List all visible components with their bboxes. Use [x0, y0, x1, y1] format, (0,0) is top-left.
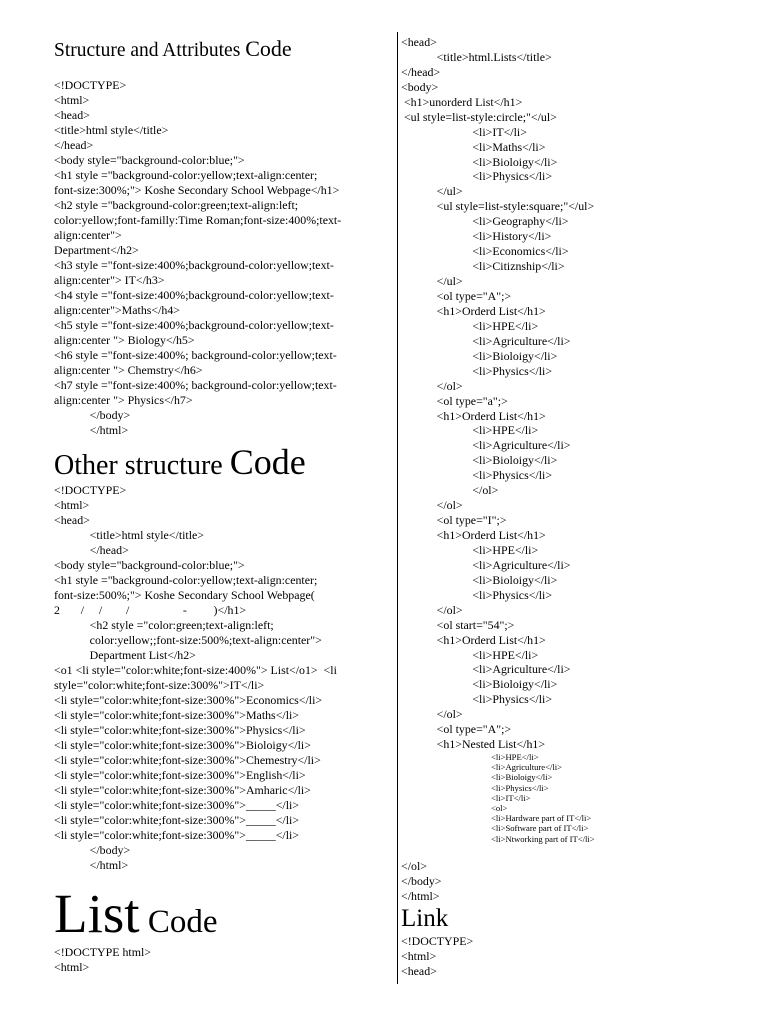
- code-line: </ol>: [401, 498, 463, 513]
- code-line: <li style="color:white;font-size:300%">_____</li>: [54, 828, 300, 842]
- code-line: </html>: [54, 423, 129, 437]
- code-line: </head>: [54, 138, 94, 152]
- code-line: <li>Bioloigy</li>: [401, 572, 558, 587]
- code-line: <li>Physics</li>: [401, 363, 553, 378]
- code-line: </head>: [54, 543, 129, 557]
- code-line: <li style="color:white;font-size:300%">Maths</li>: [54, 708, 300, 722]
- code-line: <li>Physics</li>: [401, 587, 553, 602]
- code-line: <h1>unorderd List</h1>: [401, 94, 523, 109]
- code-line: <body>: [401, 79, 439, 94]
- code-line: <li>Maths</li>: [401, 139, 546, 154]
- code-line: <li>Hardware part of IT</li>: [491, 813, 592, 824]
- code-line: <h7 style ="font-size:400%; background-color:yellow;text-: [54, 378, 337, 392]
- code-line: <h1>Nested List</h1>: [401, 737, 546, 752]
- code-line: </ul>: [401, 274, 463, 289]
- heading-code-word: Code: [245, 36, 292, 61]
- code-line: <li>Ntworking part of IT</li>: [491, 833, 595, 844]
- code-line: <ul style=list-style:square;"</ul>: [401, 199, 595, 214]
- code-line: </ol>: [401, 859, 427, 873]
- code-line: <head>: [54, 108, 90, 122]
- code-line: <head>: [401, 35, 437, 49]
- heading-text: Other structure: [54, 450, 230, 481]
- code-line: <li style="color:white;font-size:300%">Chemestry</li>: [54, 753, 321, 767]
- code-line: </ol>: [401, 707, 463, 722]
- code-line: <li>Agriculture</li>: [401, 438, 571, 453]
- code-line: <h1>Orderd List</h1>: [401, 632, 546, 647]
- code-line: Department</h2>: [54, 243, 139, 257]
- code-line: <li>IT</li>: [491, 792, 531, 803]
- structure-attributes-heading: [54, 36, 292, 64]
- heading-text: Structure and Attributes: [54, 40, 246, 61]
- code-line: align:center"> IT</h3>: [54, 273, 165, 287]
- code-line: </ol>: [401, 483, 499, 498]
- code-line: <!DOCTYPE html>: [54, 945, 151, 959]
- code-line: <li style="color:white;font-size:300%">Bioloigy</li>: [54, 738, 311, 752]
- code-line: </ol>: [401, 378, 463, 393]
- list-code-heading: [54, 882, 217, 954]
- code-line: <li style="color:white;font-size:300%">Physics</li>: [54, 723, 306, 737]
- code-line: </body>: [401, 874, 442, 888]
- code-line: <title>html style</title>: [54, 123, 169, 137]
- code-line: <h1>Orderd List</h1>: [401, 528, 546, 543]
- code-line: <h3 style ="font-size:400%;background-color:yellow;text-: [54, 258, 334, 272]
- code-line: Department List</h2>: [54, 648, 196, 662]
- code-line: <html>: [401, 949, 437, 963]
- code-line: <li>Physics</li>: [401, 692, 553, 707]
- code-line: <li>Geography</li>: [401, 214, 569, 229]
- heading-code-word: Code: [139, 904, 218, 940]
- code-line: <li>HPE</li>: [401, 318, 539, 333]
- code-line: <!DOCTYPE>: [54, 78, 127, 92]
- code-line: <li>Agriculture</li>: [491, 762, 562, 773]
- code-line: <body style="background-color:blue;">: [54, 153, 245, 167]
- code-line: <li>Bioloigy</li>: [491, 772, 553, 783]
- code-line: <li>Agriculture</li>: [401, 557, 571, 572]
- code-line: <h1>Orderd List</h1>: [401, 303, 546, 318]
- code-line: <ol start="54";>: [401, 617, 515, 632]
- other-structure-heading: [54, 443, 306, 485]
- code-line: <li>History</li>: [401, 229, 552, 244]
- code-line: <li>Bioloigy</li>: [401, 348, 558, 363]
- code-line: <title>html.Lists</title>: [401, 49, 552, 64]
- code-line: <h1 style ="background-color:yellow;text-align:center;: [54, 168, 318, 182]
- code-line: <!DOCTYPE>: [401, 934, 474, 948]
- code-line: <title>html style</title>: [54, 528, 205, 542]
- code-line: <h5 style ="font-size:400%;background-color:yellow;text-: [54, 318, 334, 332]
- code-line: </html>: [54, 858, 129, 872]
- code-line: <li style="color:white;font-size:300%">Economics</li>: [54, 693, 323, 707]
- code-line: <li>Physics</li>: [401, 468, 553, 483]
- code-line: <li style="color:white;font-size:300%">_____</li>: [54, 798, 300, 812]
- code-line: 2 / / / - )</h1>: [54, 603, 247, 617]
- code-line: </body>: [54, 843, 131, 857]
- code-line: </ul>: [401, 184, 463, 199]
- code-line: <li>Bioloigy</li>: [401, 154, 558, 169]
- code-line: align:center">: [54, 228, 122, 242]
- code-line: <li>HPE</li>: [401, 647, 539, 662]
- code-line: font-size:500%;"> Koshe Secondary School Webpage(: [54, 588, 315, 602]
- code-line: <li>HPE</li>: [401, 423, 539, 438]
- code-line: align:center "> Physics</h7>: [54, 393, 193, 407]
- code-line: <li>HPE</li>: [401, 542, 539, 557]
- column-divider: [397, 32, 398, 984]
- code-line: <ol type="A";>: [401, 722, 512, 737]
- code-line: <li>Bioloigy</li>: [401, 453, 558, 468]
- code-line: <head>: [54, 513, 90, 527]
- code-line: <li>Citiznship</li>: [401, 259, 565, 274]
- code-line: <ul style=list-style:circle;"</ul>: [401, 109, 557, 124]
- code-line: <li style="color:white;font-size:300%">English</li>: [54, 768, 306, 782]
- code-line: </html>: [401, 889, 440, 903]
- code-line: <html>: [54, 960, 90, 974]
- code-line: <ol>: [491, 803, 508, 813]
- code-line: color:yellow;;font-size:500%;text-align:center">: [54, 633, 322, 647]
- code-line: <!DOCTYPE>: [54, 483, 127, 497]
- code-line: align:center "> Biology</h5>: [54, 333, 195, 347]
- code-line: font-size:300%;"> Koshe Secondary School Webpage</h1>: [54, 183, 340, 197]
- code-line: <li>Physics</li>: [401, 169, 553, 184]
- code-line: <li>Agriculture</li>: [401, 662, 571, 677]
- code-line: </head>: [401, 64, 441, 79]
- code-line: color:yellow;font-familly:Time Roman;font-size:400%;text-: [54, 213, 342, 227]
- code-line: <li style="color:white;font-size:300%">Amharic</li>: [54, 783, 311, 797]
- heading-list-word: List: [54, 883, 140, 944]
- code-line: </body>: [54, 408, 131, 422]
- code-line: <h1 style ="background-color:yellow;text-align:center;: [54, 573, 318, 587]
- code-line: </ol>: [401, 602, 463, 617]
- code-line: <h6 style ="font-size:400%; background-color:yellow;text-: [54, 348, 337, 362]
- code-line: <li>Software part of IT</li>: [491, 823, 589, 834]
- code-line: <li>Economics</li>: [401, 244, 569, 259]
- code-line: style="color:white;font-size:300%">IT</li>: [54, 678, 265, 692]
- code-line: <li style="color:white;font-size:300%">_____</li>: [54, 813, 300, 827]
- code-line: align:center "> Chemstry</h6>: [54, 363, 203, 377]
- code-line: <ol type="a";>: [401, 393, 508, 408]
- code-line: <o1 <li style="color:white;font-size:400%"> List</o1> <li: [54, 663, 337, 677]
- code-line: align:center">Maths</h4>: [54, 303, 181, 317]
- code-line: <li>Agriculture</li>: [401, 333, 571, 348]
- code-line: <h4 style ="font-size:400%;background-color:yellow;text-: [54, 288, 334, 302]
- code-line: <html>: [54, 498, 90, 512]
- code-line: <li>Physics</li>: [491, 782, 549, 793]
- code-line: <h2 style ="background-color:green;text-align:left;: [54, 198, 299, 212]
- code-line: <h1>Orderd List</h1>: [401, 408, 546, 423]
- code-line: <body style="background-color:blue;">: [54, 558, 245, 572]
- code-line: <li>HPE</li>: [491, 752, 539, 762]
- code-line: <li>IT</li>: [401, 124, 527, 139]
- code-line: <ol type="I";>: [401, 513, 507, 528]
- link-heading: Link: [401, 905, 449, 932]
- code-line: <h2 style ="color:green;text-align:left;: [54, 618, 274, 632]
- code-line: <li>Bioloigy</li>: [401, 677, 558, 692]
- code-line: <html>: [54, 93, 90, 107]
- code-line: <ol type="A";>: [401, 288, 512, 303]
- code-line: <head>: [401, 964, 437, 978]
- heading-code-word: Code: [229, 442, 306, 482]
